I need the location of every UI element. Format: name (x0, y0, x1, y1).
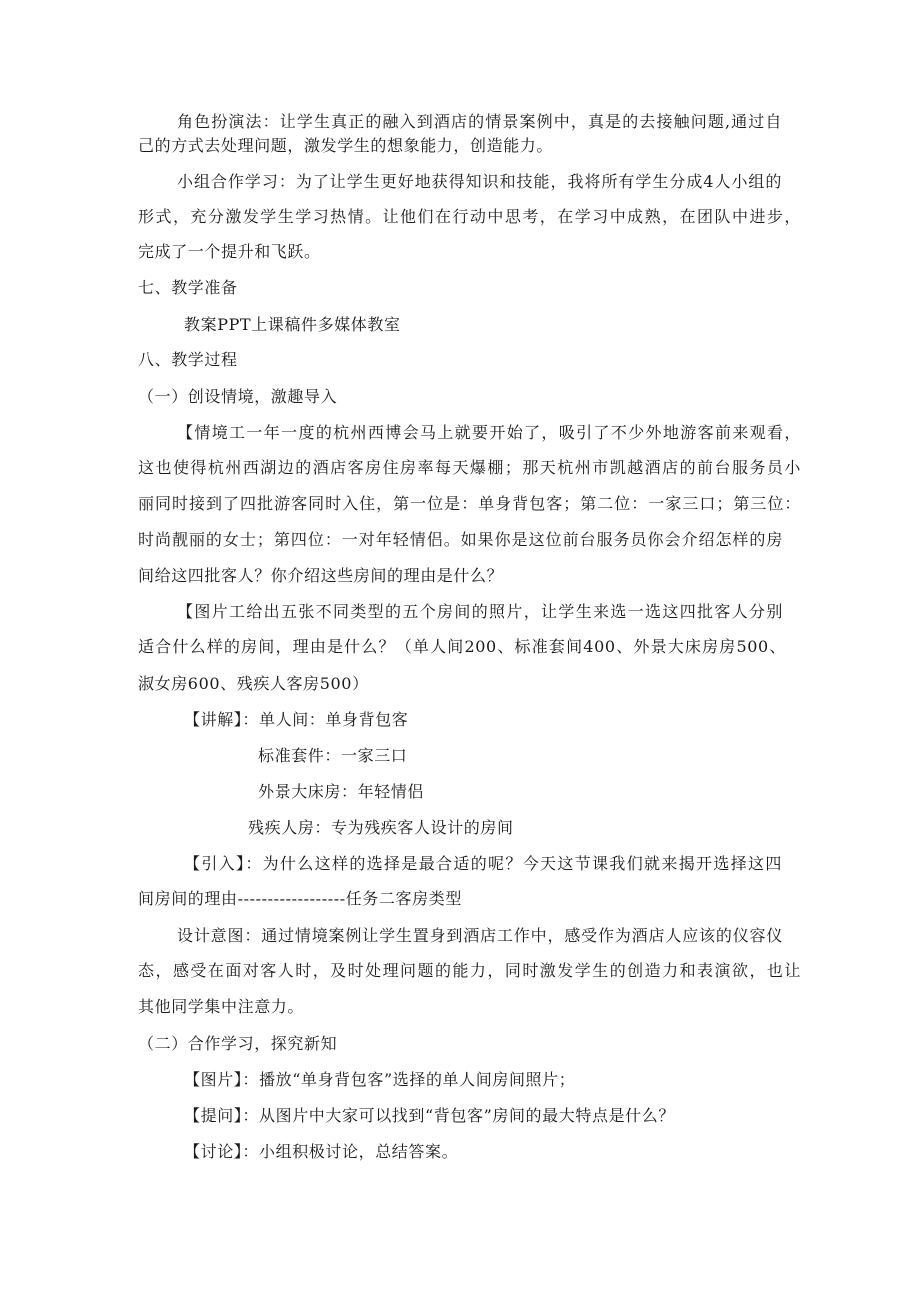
role-play-line-2: 己的方式去处理问题，激发学生的想象能力，创造能力。 (138, 136, 554, 155)
section-7-heading: 七、教学准备 (138, 278, 238, 297)
group-study-line-2: 形式，充分激发学生学习热情。让他们在行动中思考，在学习中成熟，在团队中进步， (138, 207, 801, 226)
section-7-content: 教案PPT上课稿件多媒体教室 (184, 315, 401, 334)
design-line-3: 其他同学集中注意力。 (138, 997, 305, 1016)
explanation-line-1: 【讲解】：单人间：单身背包客 (184, 710, 409, 729)
scenario-line-5: 间给这四批客人？你介绍这些房间的理由是什么？ (138, 566, 504, 585)
group-study-line-3: 完成了一个提升和飞跃。 (138, 242, 321, 261)
scenario-line-2: 这也使得杭州西湖边的酒店客房住房率每天爆棚；那天杭州市凯越酒店的前台服务员小 (138, 458, 801, 477)
section-8-heading: 八、教学过程 (138, 350, 238, 369)
design-line-1: 设计意图：通过情境案例让学生置身到酒店工作中，感受作为酒店人应该的仪容仪 (177, 926, 783, 945)
explanation-line-4: 残疾人房：专为残疾客人设计的房间 (248, 818, 514, 837)
intro-line-1: 【引入】：为什么这样的选择是最合适的呢？今天这节课我们就来揭开选择这四 (184, 854, 782, 873)
scenario-line-4: 时尚靓丽的女士；第四位：一对年轻情侣。如果你是这位前台服务员你会介绍怎样的房 (138, 530, 783, 549)
picture-line-2: 适合什么样的房间，理由是什么？（单人间200、标准套间400、外景大床房房500、 (138, 637, 786, 656)
role-play-line-1: 角色扮演法：让学生真正的融入到酒店的情景案例中，真是的去接触问题,通过自 (177, 112, 782, 131)
part-2-question: 【提问】：从图片中大家可以找到“背包客”房间的最大特点是什么？ (184, 1106, 675, 1125)
scenario-line-1: 【情境工一年一度的杭州西博会马上就要开始了，吸引了不少外地游客前来观看， (177, 423, 801, 442)
explanation-line-3: 外景大床房：年轻情侣 (258, 782, 425, 801)
part-1-heading: （一）创设情境，激趣导入 (138, 387, 338, 406)
picture-line-3: 淑女房600、残疾人客房500） (138, 674, 369, 693)
part-2-picture: 【图片】：播放“单身背包客”选择的单人间房间照片； (184, 1070, 576, 1089)
explanation-line-2: 标准套件：一家三口 (258, 746, 408, 765)
intro-line-2: 间房间的理由------------------任务二客房类型 (138, 889, 462, 908)
group-study-line-1: 小组合作学习：为了让学生更好地获得知识和技能，我将所有学生分成4人小组的 (177, 172, 782, 191)
part-2-discussion: 【讨论】：小组积极讨论，总结答案。 (184, 1142, 459, 1161)
part-2-heading: （二）合作学习，探究新知 (138, 1034, 338, 1053)
scenario-line-3: 丽同时接到了四批游客同时入住，第一位是：单身背包客；第二位：一家三口；第三位： (138, 494, 801, 513)
design-line-2: 态，感受在面对客人时，及时处理问题的能力，同时激发学生的创造力和表演欲，也让 (138, 961, 801, 980)
picture-line-1: 【图片工给出五张不同类型的五个房间的照片，让学生来选一选这四批客人分别 (177, 602, 783, 621)
